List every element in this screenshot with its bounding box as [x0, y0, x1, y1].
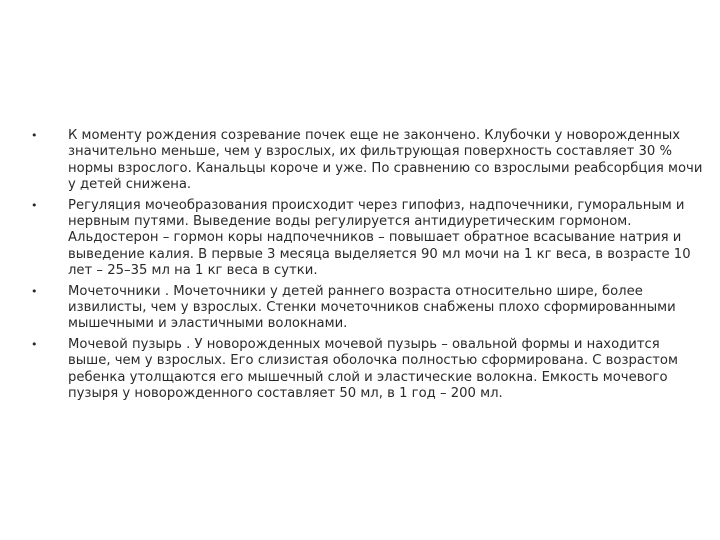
bullet-text: Мочеточники . Мочеточники у детей раннего возраста относительно шире, более извилисты, чем у взрослых. Стенки мочеточников снабжены плохо сформированными мышечными и эластичными волокнами. — [68, 283, 676, 332]
bullet-dot-icon: • — [31, 337, 38, 351]
bullet-dot-icon: • — [31, 198, 38, 212]
bullet-text: К моменту рождения созревание почек еще не закончено. Клубочки у новорожденных значительно меньше, чем у взрослых, их фильтрующая поверхность составляет 30 % нормы взрослого. Канальцы короче и уже. По сравнению со взрослыми реабсорбция мочи у детей снижена. — [68, 128, 703, 193]
bullet-item-regulation — [31, 197, 704, 280]
bullet-dot-icon: • — [31, 129, 38, 142]
bullet-dot-icon: • — [31, 284, 38, 298]
bullet-item-kidneys — [31, 128, 704, 194]
bullet-item-bladder — [31, 336, 704, 403]
bullet-list — [31, 128, 704, 407]
bullet-text: Мочевой пузырь . У новорожденных мочевой пузырь – овальной формы и находится выше, чем у взрослых. Его слизистая оболочка полностью сформирована. С возрастом ребенка утолщаются его мышечный слой и эластические волокна. Емкость мочевого пузыря у новорожденного составляет 50 мл, в 1 год – 200 мл. — [68, 336, 678, 402]
bullet-text: Регуляция мочеобразования происходит через гипофиз, надпочечники, гуморальным и нервным путями. Выведение воды регулируется антидиуретическим гормоном. Альдостерон – гормон коры надпочечников – повышает обратное всасывание натрия и выведение калия. В первые 3 месяца выделяется 90 мл мочи на 1 кг веса, в возрасте 10 лет – 25–35 мл на 1 кг веса в сутки. — [68, 197, 691, 279]
bullet-item-ureters — [31, 283, 704, 333]
